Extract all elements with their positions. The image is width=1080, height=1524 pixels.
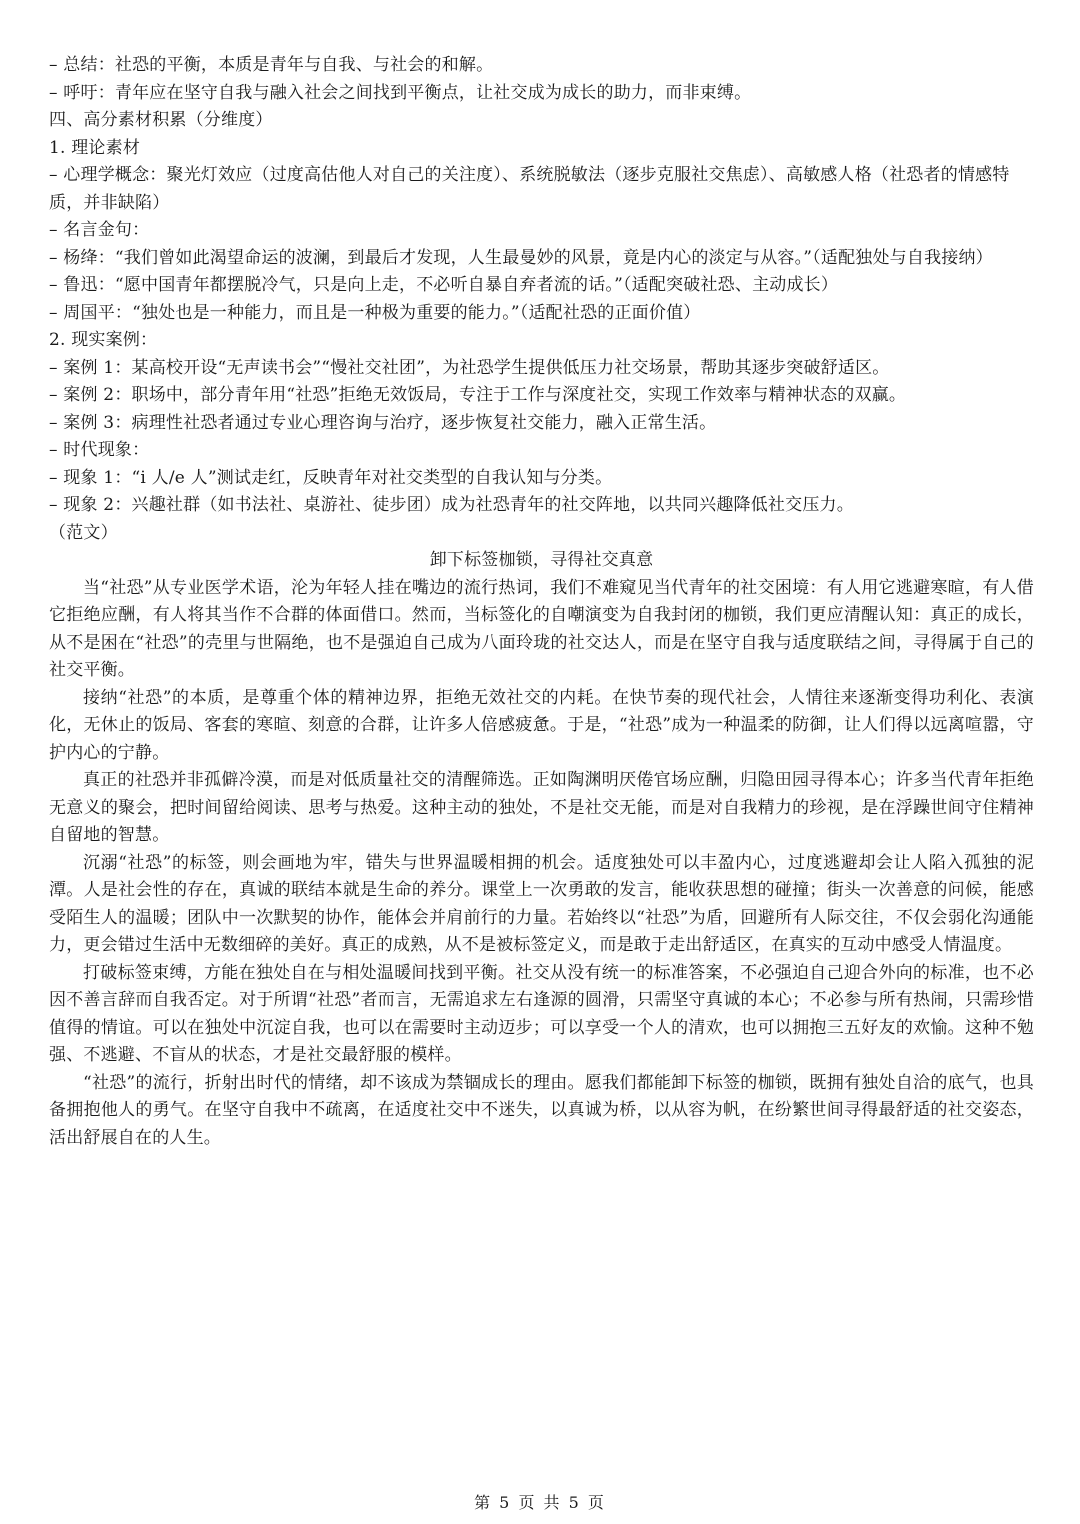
psychology-concepts: – 心理学概念：聚光灯效应（过度高估他人对自己的关注度）、系统脱敏法（逐步克服社交焦虑）、高敏感人格（社恐者的情感特质，并非缺陷）	[49, 165, 1010, 213]
section-heading: 四、高分素材积累（分维度）	[49, 110, 273, 130]
essay-paragraph: 当“社恐”从专业医学术语，沦为年轻人挂在嘴边的流行热词，我们不难窥见当代青年的社交困境：有人用它逃避寒暄，有人借它拒绝应酬，有人将其当作不合群的体面借口。然而，当标签化的自嘲演变为自我封闭的枷锁，我们更应清醒认知：真正的成长，从不是困在“社恐”的壳里与世隔绝，也不是强迫自己成为八面玲珑的社交达人，而是在坚守自我与适度联结之间，寻得属于自己的社交平衡。	[49, 577, 1034, 680]
essay-label: （范文）	[49, 522, 118, 543]
phenomenon-item: – 现象 1：“i 人/e 人”测试走红，反映青年对社交类型的自我认知与分类。	[49, 467, 613, 488]
essay-paragraph: “社恐”的流行，折射出时代的情绪，却不该成为禁锢成长的理由。愿我们都能卸下标签的枷锁，既拥有独处自洽的底气，也具备拥抱他人的勇气。在坚守自我中不疏离，在适度社交中不迷失，以真诚为桥，以从容为帆，在纷繁世间寻得最舒适的社交姿态，活出舒展自在的人生。	[49, 1072, 1034, 1148]
subsection-heading-cases: 2. 现实案例：	[49, 330, 158, 350]
document-body	[49, 52, 1034, 1152]
essay-paragraph: 打破标签束缚，方能在独处自在与相处温暖间找到平衡。社交从没有统一的标准答案，不必强迫自己迎合外向的标准，也不必因不善言辞而自我否定。对于所谓“社恐”者而言，无需追求左右逢源的圆滑，只需坚守真诚的本心；不必参与所有热闹，只需珍惜值得的情谊。可以在独处中沉淀自我，也可以在需要时主动迈步；可以享受一个人的清欢，也可以拥抱三五好友的欢愉。这种不勉强、不逃避、不盲从的状态，才是社交最舒服的模样。	[49, 962, 1034, 1065]
quote-lu-xun: – 鲁迅：“愿中国青年都摆脱冷气，只是向上走，不必听自暴自弃者流的话。”（适配突破社恐、主动成长）	[49, 275, 839, 295]
essay-paragraph: 真正的社恐并非孤僻冷漠，而是对低质量社交的清醒筛选。正如陶渊明厌倦官场应酬，归隐田园寻得本心；许多当代青年拒绝无意义的聚会，把时间留给阅读、思考与热爱。这种主动的独处，不是社交无能，而是对自我精力的珍视，是在浮躁世间守住精神自留地的智慧。	[49, 770, 1034, 845]
quote-zhou-guoping: – 周国平：“独处也是一种能力，而且是一种极为重要的能力。”（适配社恐的正面价值）	[49, 302, 701, 323]
quote-yang-jiang: – 杨绛：“我们曾如此渴望命运的波澜，到最后才发现，人生最曼妙的风景，竟是内心的淡定与从容。”（适配独处与自我接纳）	[49, 247, 993, 268]
appeal-line: – 呼吁：青年应在坚守自我与融入社会之间找到平衡点，让社交成为成长的助力，而非束缚。	[49, 82, 752, 103]
case-item: – 案例 2：职场中，部分青年用“社恐”拒绝无效饭局，专注于工作与深度社交，实现工作效率与精神状态的双赢。	[49, 385, 907, 405]
page-footer: 第 5 页 共 5 页	[474, 1493, 606, 1512]
case-item: – 案例 1：某高校开设“无声读书会”“慢社交社团”，为社恐学生提供低压力社交场景，帮助其逐步突破舒适区。	[49, 357, 890, 378]
essay-paragraph: 接纳“社恐”的本质，是尊重个体的精神边界，拒绝无效社交的内耗。在快节奏的现代社会，人情往来逐渐变得功利化、表演化，无休止的饭局、客套的寒暄、刻意的合群，让许多人倍感疲惫。于是，“社恐”成为一种温柔的防御，让人们得以远离喧嚣，守护内心的宁静。	[49, 687, 1034, 763]
quotes-heading: – 名言金句：	[49, 220, 150, 240]
phenomena-heading: – 时代现象：	[49, 440, 150, 460]
summary-line: – 总结：社恐的平衡，本质是青年与自我、与社会的和解。	[49, 55, 494, 75]
phenomenon-item: – 现象 2：兴趣社群（如书法社、桌游社、徒步团）成为社恐青年的社交阵地，以共同兴趣降低社交压力。	[49, 495, 854, 515]
subsection-heading-theory: 1. 理论素材	[49, 137, 141, 158]
essay-paragraph: 沉溺“社恐”的标签，则会画地为牢，错失与世界温暖相拥的机会。适度独处可以丰盈内心，过度逃避却会让人陷入孤独的泥潭。人是社会性的存在，真诚的联结本就是生命的养分。课堂上一次勇敢的发言，能收获思想的碰撞；街头一次善意的问候，能感受陌生人的温暖；团队中一次默契的协作，能体会并肩前行的力量。若始终以“社恐”为盾，回避所有人际交往，不仅会弱化沟通能力，更会错过生活中无数细碎的美好。真正的成熟，从不是被标签定义，而是敢于走出舒适区，在真实的互动中感受人情温度。	[49, 852, 1034, 955]
essay-title: 卸下标签枷锁，寻得社交真意	[429, 550, 654, 570]
case-item: – 案例 3：病理性社恐者通过专业心理咨询与治疗，逐步恢复社交能力，融入正常生活。	[49, 412, 717, 433]
